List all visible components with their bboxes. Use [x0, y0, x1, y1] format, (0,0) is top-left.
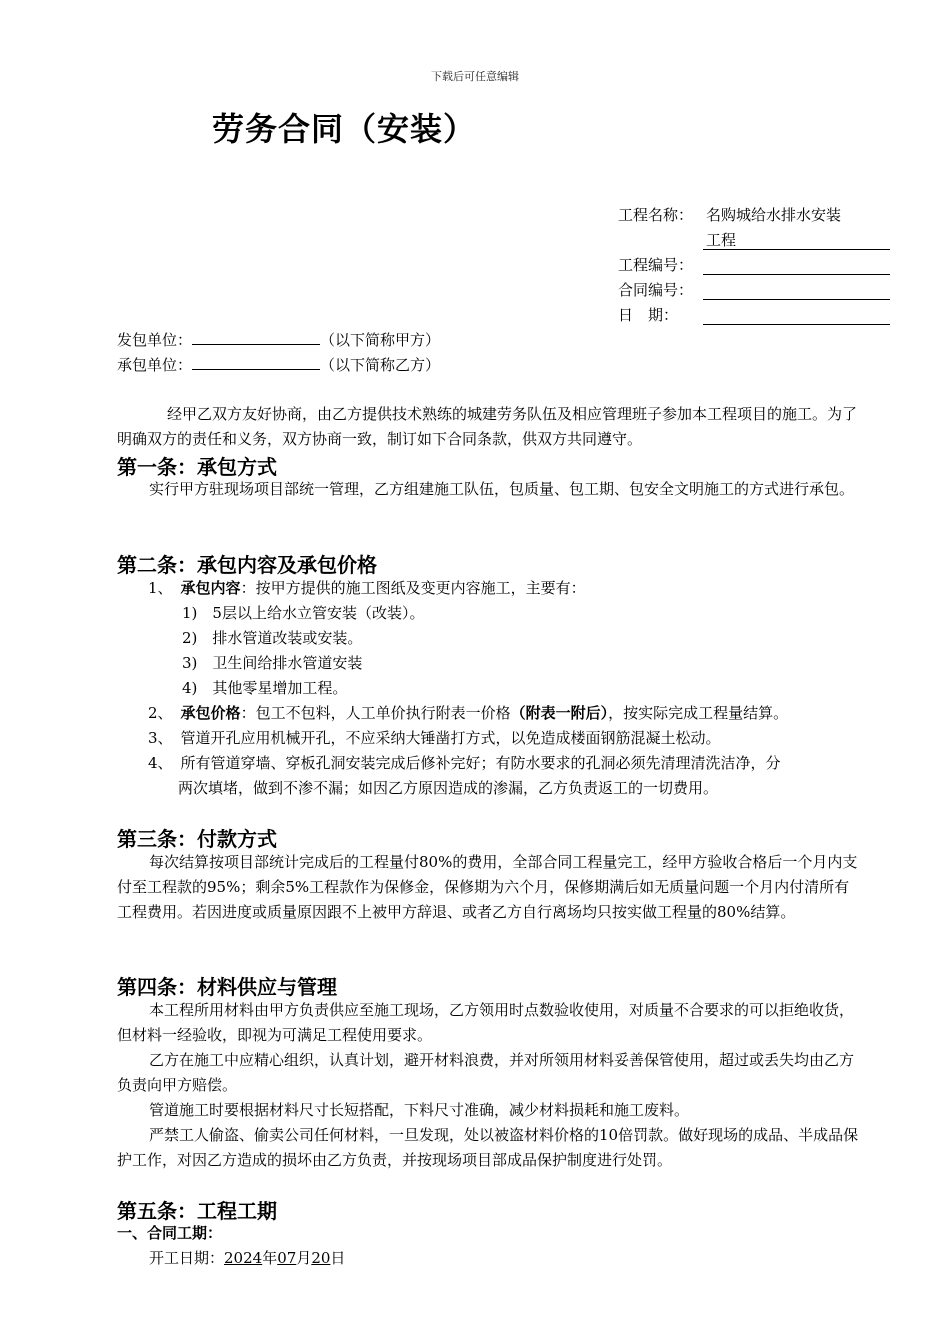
item-1-text: ：按甲方提供的施工图纸及变更内容施工，主要有： [240, 579, 586, 597]
sub-item-2: 2) 排水管道改装或安装。 [182, 629, 363, 647]
sub-item-4: 4) 其他零星增加工程。 [182, 679, 348, 697]
article-1-body: 实行甲方驻现场项目部统一管理，乙方组建施工队伍，包质量、包工期、包安全文明施工的方式进行承包。 [149, 480, 855, 498]
project-name-underline [703, 249, 890, 250]
item-number: 1、 [148, 579, 173, 597]
project-name-label: 工程名称： [618, 206, 694, 224]
article-2-item-1 [148, 577, 586, 598]
header-note: 下载后可任意编辑 [431, 70, 519, 83]
day-unit: 日 [330, 1249, 346, 1267]
project-no-label: 工程编号： [618, 256, 694, 274]
item-2-text-a: ：包工不包料，人工单价执行附表一价格 [240, 704, 511, 722]
article-4-para-1: 本工程所用材料由甲方负责供应至施工现场，乙方领用时点数验收使用，对质量不合要求的可以拒绝收货，但材料一经验收，即视为可满足工程使用要求。 [117, 1001, 855, 1044]
item-4-line-1: 所有管道穿墙、穿板孔洞安装完成后修补完好；有防水要求的孔洞必须先清理清洗洁净，分 [180, 754, 781, 772]
article-4-para-3: 管道施工时要根据材料尺寸长短搭配，下料尺寸准确，减少材料损耗和施工废料。 [149, 1101, 690, 1119]
party-a-suffix: （以下简称甲方） [320, 331, 441, 349]
party-b-suffix: （以下简称乙方） [320, 356, 441, 374]
article-2-item-2 [148, 702, 788, 723]
project-name-value-line2: 工程 [706, 231, 737, 249]
item-2-bold-2: （附表一附后） [510, 704, 609, 722]
start-year[interactable]: 2024 [224, 1249, 263, 1267]
date-label: 日 期： [618, 306, 679, 324]
article-2-heading: 第二条：承包内容及承包价格 [117, 553, 377, 577]
item-1-bold: 承包内容 [180, 579, 241, 597]
page-title: 劳务合同（安装） [212, 110, 477, 148]
start-month[interactable]: 07 [277, 1249, 297, 1267]
article-3-body: 每次结算按项目部统计完成后的工程量付80%的费用，全部合同工程量完工，经甲方验收合格后一个月内支付至工程款的95%；剩余5%工程款作为保修金，保修期为六个月，保修期满后如无质量问题一个月内付清所有工程费用。若因进度或质量原因跟不上被甲方辞退、或者乙方自行离场均只按实做工程量的80%结算。 [117, 853, 858, 921]
month-unit: 月 [296, 1249, 312, 1267]
article-1-heading: 第一条：承包方式 [117, 455, 277, 479]
project-name-value: 名购城给水排水安装 [706, 206, 842, 224]
item-2-text-b: ，按实际完成工程量结算。 [608, 704, 789, 722]
intro-paragraph: 经甲乙双方友好协商，由乙方提供技术熟练的城建劳务队伍及相应管理班子参加本工程项目的施工。为了明确双方的责任和义务，双方协商一致，制订如下合同条款，供双方共同遵守。 [117, 405, 858, 448]
article-4-para-4: 严禁工人偷盗、偷卖公司任何材料，一旦发现，处以被盗材料价格的10倍罚款。做好现场的成品、半成品保护工作，对因乙方造成的损坏由乙方负责，并按现场项目部成品保护制度进行处罚。 [117, 1126, 859, 1169]
item-number: 2、 [148, 704, 173, 722]
party-a-label: 发包单位： [117, 331, 193, 349]
article-4-heading: 第四条：材料供应与管理 [117, 975, 337, 999]
year-unit: 年 [262, 1249, 278, 1267]
article-4-para-2: 乙方在施工中应精心组织，认真计划，避开材料浪费，并对所领用材料妥善保管使用，超过或丢失均由乙方负责向甲方赔偿。 [117, 1051, 855, 1094]
item-3-text: 管道开孔应用机械开孔，不应采纳大锤凿打方式，以免造成楼面钢筋混凝土松动。 [180, 729, 721, 747]
article-5-heading: 第五条：工程工期 [117, 1199, 277, 1223]
article-2-item-3 [148, 727, 721, 748]
contract-no-label: 合同编号： [618, 281, 694, 299]
party-b-label: 承包单位： [117, 356, 193, 374]
start-date-label: 开工日期： [149, 1249, 225, 1267]
item-4-line-2: 两次填堵，做到不渗不漏；如因乙方原因造成的渗漏，乙方负责返工的一切费用。 [178, 779, 719, 797]
start-date-row [149, 1247, 345, 1268]
date-field[interactable] [703, 324, 890, 325]
sub-item-1: 1) 5层以上给水立管安装（改装）。 [182, 604, 425, 622]
party-b-field[interactable] [192, 355, 320, 370]
sub-item-3: 3) 卫生间给排水管道安装 [182, 654, 363, 672]
article-2-item-4 [148, 752, 781, 773]
item-number: 4、 [148, 754, 173, 772]
party-a-row [117, 329, 440, 350]
party-b-row [117, 354, 440, 375]
party-a-field[interactable] [192, 330, 320, 345]
contract-no-field[interactable] [703, 299, 890, 300]
item-2-bold: 承包价格 [180, 704, 241, 722]
item-number: 3、 [148, 729, 173, 747]
start-day[interactable]: 20 [311, 1249, 331, 1267]
contract-period-heading: 一、合同工期： [117, 1224, 223, 1242]
article-3-heading: 第三条：付款方式 [117, 827, 277, 851]
project-no-field[interactable] [703, 274, 890, 275]
